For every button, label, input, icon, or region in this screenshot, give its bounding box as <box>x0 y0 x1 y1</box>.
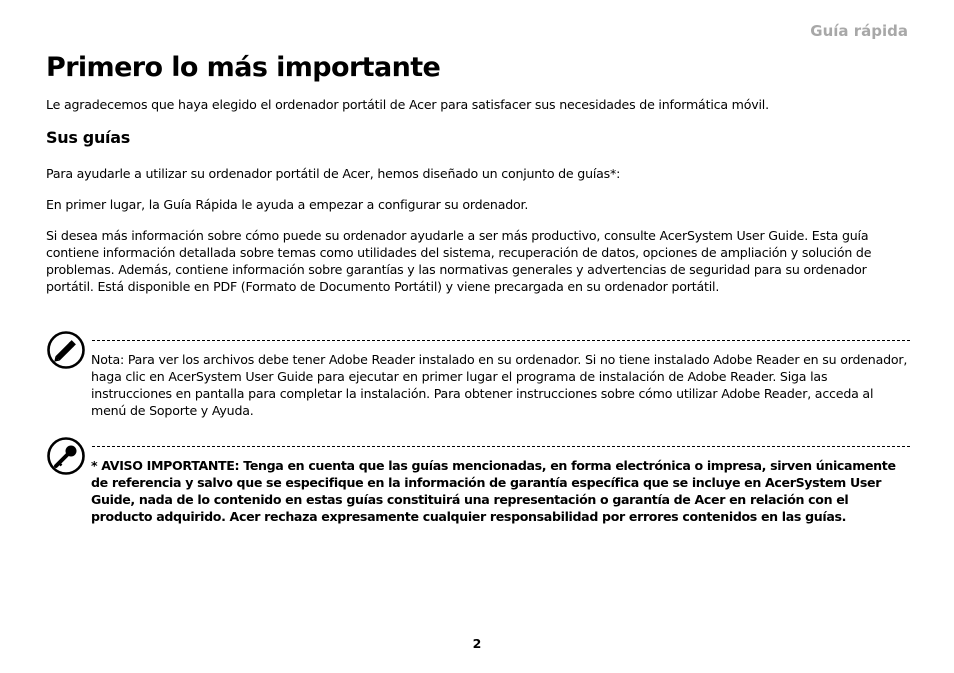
section-heading: Sus guías <box>46 128 130 147</box>
running-header: Guía rápida <box>810 22 908 40</box>
important-divider <box>92 446 910 447</box>
more-info-paragraph: Si desea más información sobre cómo puede su ordenador ayudarle a ser más productivo, consulte AcerSystem User Guide. Esta guía contiene información detallada sobre temas como utilidades del sistema, recuperación de datos, opciones de ampliación y solución de problemas. Además, contiene información sobre garantías y las normativas generales y advertencias de seguridad para su ordenador portátil. Está disponible en PDF (Formato de Documento Portátil) y viene precargada en su ordenador portátil. <box>46 228 872 294</box>
important-callout <box>46 436 910 536</box>
guides-intro-paragraph: Para ayudarle a utilizar su ordenador portátil de Acer, hemos diseñado un conjunto de guías*: <box>46 166 621 181</box>
important-key-icon <box>46 436 86 476</box>
quick-guide-paragraph: En primer lugar, la Guía Rápida le ayuda a empezar a configurar su ordenador. <box>46 197 529 212</box>
page-title: Primero lo más importante <box>46 52 441 83</box>
note-pencil-icon <box>46 330 86 370</box>
note-callout <box>46 330 910 430</box>
intro-paragraph: Le agradecemos que haya elegido el ordenador portátil de Acer para satisfacer sus necesidades de informática móvil. <box>46 97 769 112</box>
page-number: 2 <box>472 636 482 651</box>
note-divider <box>92 340 910 341</box>
note-text: Nota: Para ver los archivos debe tener Adobe Reader instalado en su ordenador. Si no tiene instalado Adobe Reader en su ordenador, haga clic en AcerSystem User Guide para ejecutar en primer lugar el programa de instalación de Adobe Reader. Siga las instrucciones en pantalla para completar la instalación. Para obtener instrucciones sobre cómo utilizar Adobe Reader, acceda al menú de Soporte y Ayuda. <box>91 352 908 418</box>
important-text: * AVISO IMPORTANTE: Tenga en cuenta que las guías mencionadas, en forma electrónica o impresa, sirven únicamente de referencia y salvo que se especifique en la información de garantía específica que se incluye en AcerSystem User Guide, nada de lo contenido en estas guías constituirá una representación o garantía de Acer en relación con el producto adquirido. Acer rechaza expresamente cualquier responsabilidad por errores contenidos en las guías. <box>91 458 896 524</box>
